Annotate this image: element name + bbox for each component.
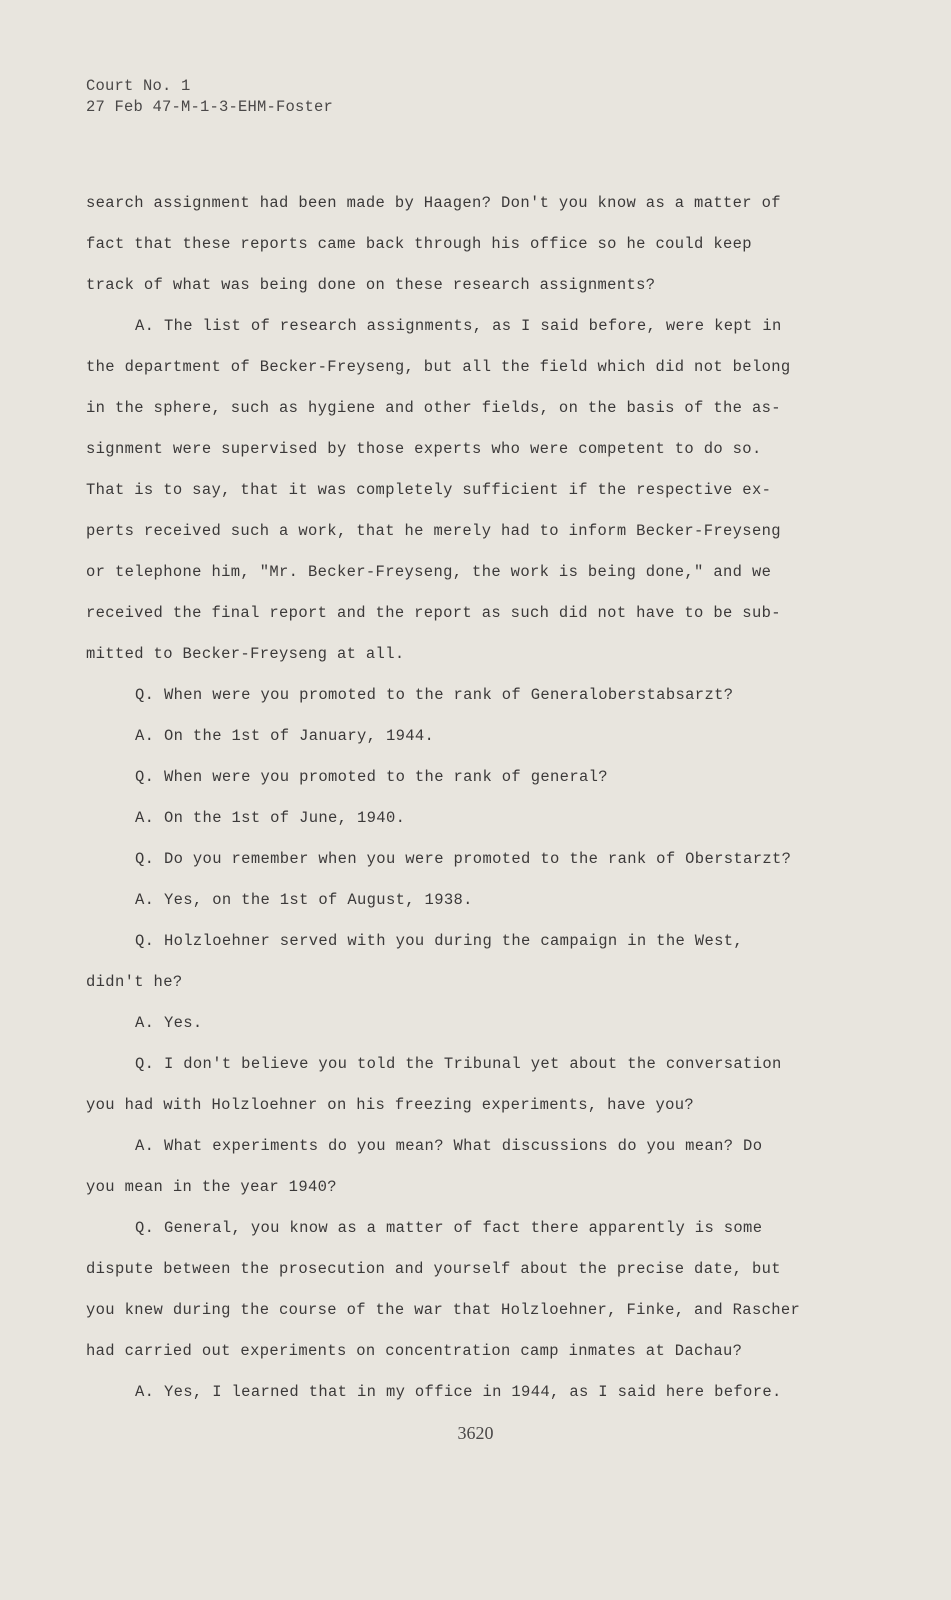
transcript-line: fact that these reports came back through his office so he could keep (86, 235, 752, 253)
header (86, 76, 333, 118)
transcript-line: Q. General, you know as a matter of fact there apparently is some (135, 1219, 763, 1237)
court-number: Court No. 1 (86, 77, 191, 95)
transcript-line: A. Yes, on the 1st of August, 1938. (135, 891, 473, 909)
transcript-line: A. Yes. (135, 1014, 203, 1032)
transcript-line: search assignment had been made by Haagen? Don't you know as a matter of (86, 194, 781, 212)
transcript-line: signment were supervised by those experts who were competent to do so. (86, 440, 762, 458)
transcript-line: dispute between the prosecution and yourself about the precise date, but (86, 1260, 781, 1278)
transcript-line: or telephone him, "Mr. Becker-Freyseng, the work is being done," and we (86, 563, 772, 581)
transcript-line: Q. When were you promoted to the rank of general? (135, 768, 608, 786)
transcript-line: in the sphere, such as hygiene and other fields, on the basis of the as- (86, 399, 781, 417)
transcript-line: That is to say, that it was completely sufficient if the respective ex- (86, 481, 772, 499)
transcript-line: perts received such a work, that he merely had to inform Becker-Freyseng (86, 522, 781, 540)
transcript-line: the department of Becker-Freyseng, but all the field which did not belong (86, 358, 791, 376)
transcript-line: Q. When were you promoted to the rank of Generaloberstabsarzt? (135, 686, 734, 704)
transcript-line: you had with Holzloehner on his freezing experiments, have you? (86, 1096, 695, 1114)
transcript-line: A. On the 1st of January, 1944. (135, 727, 435, 745)
transcript-line: received the final report and the report as such did not have to be sub- (86, 604, 781, 622)
page-number: 3620 (457, 1423, 494, 1443)
transcript-line: Q. Do you remember when you were promoted to the rank of Oberstarzt? (135, 850, 792, 868)
transcript-line: A. Yes, I learned that in my office in 1944, as I said here before. (135, 1383, 782, 1401)
transcript-line: A. On the 1st of June, 1940. (135, 809, 406, 827)
transcript-line: A. What experiments do you mean? What discussions do you mean? Do (135, 1137, 763, 1155)
session-reference: 27 Feb 47-M-1-3-EHM-Foster (86, 98, 334, 116)
transcript-body (86, 192, 886, 1422)
transcript-line: you knew during the course of the war that Holzloehner, Finke, and Rascher (86, 1301, 801, 1319)
transcript-line: track of what was being done on these research assignments? (86, 276, 656, 294)
transcript-line: Q. I don't believe you told the Tribunal yet about the conversation (135, 1055, 782, 1073)
transcript-line: Q. Holzloehner served with you during the campaign in the West, (135, 932, 744, 950)
transcript-line: didn't he? (86, 973, 183, 991)
transcript-line: had carried out experiments on concentration camp inmates at Dachau? (86, 1342, 743, 1360)
transcript-line: A. The list of research assignments, as I said before, were kept in (135, 317, 782, 335)
transcript-line: you mean in the year 1940? (86, 1178, 337, 1196)
transcript-line: mitted to Becker-Freyseng at all. (86, 645, 405, 663)
